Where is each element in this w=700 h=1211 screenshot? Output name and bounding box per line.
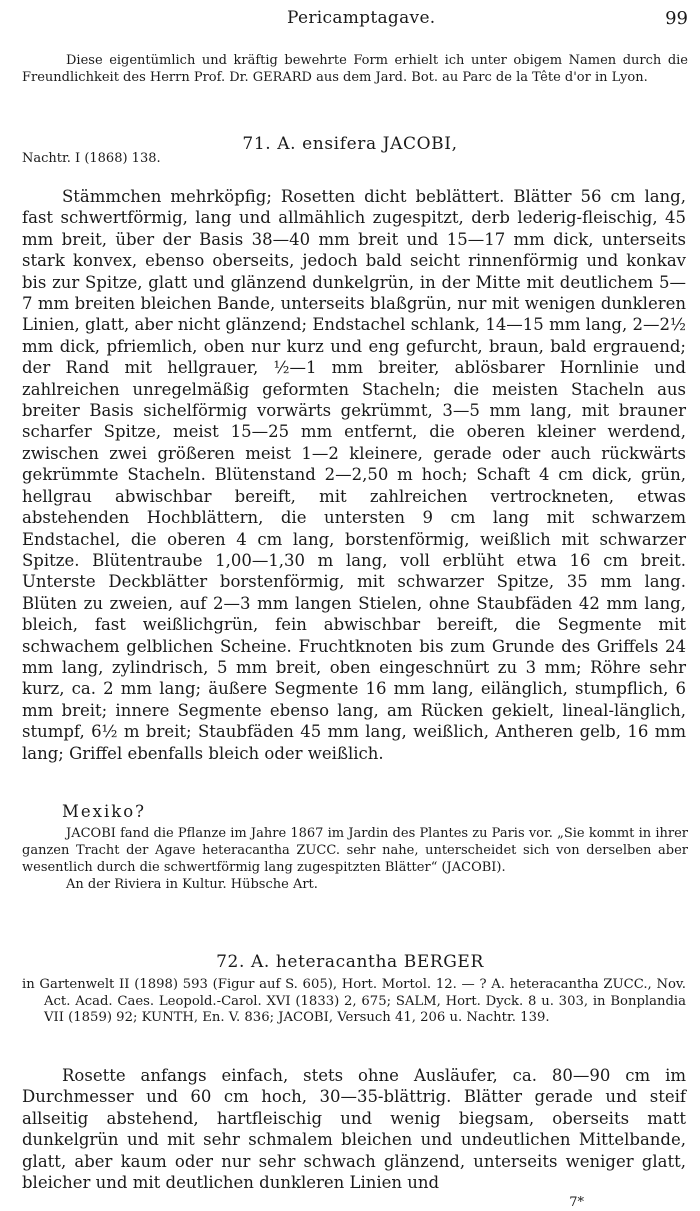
signature-mark: 7*	[569, 1195, 584, 1210]
entry-71-note-1: JACOBI fand die Pflanze im Jahre 1867 im Jardin des Plantes zu Paris vor. „Sie kommt in ihrer ganzen Tracht der Agave heteracantha ZUCC. sehr nahe, unterscheidet sich von derselben aber wesentlich durch die schwertförmig lang zugespitzten Blätter“ (JACOBI).	[22, 826, 688, 875]
entry-72-description-text: Rosette anfangs einfach, stets ohne Ausläufer, ca. 80—90 cm im Durchmesser und 60 cm hoch, 30—35-blättrig. Blätter gerade und steif allseitig abstehend, hartfleischig und wenig biegsam, oberseits matt dunkelgrün und mit sehr schmalem bleichen und undeutlichen Mittelbande, glatt, aber kaum oder nur sehr schwach glänzend, unterseits weniger glatt, bleicher und mit deutlichen dunkleren Linien und	[22, 1066, 686, 1193]
entry-71-note-2: An der Riviera in Kultur. Hübsche Art.	[66, 877, 318, 892]
entry-72-references-text: in Gartenwelt II (1898) 593 (Figur auf S. 605), Hort. Mortol. 12. — ? A. heteracantha ZUCC., Nov. Act. Acad. Caes. Leopold.-Carol. XVI (1833) 2, 675; SALM, Hort. Dyck. 8 u. 303, in Bonplandia VII (1859) 92; KUNTH, En. V. 836; JACOBI, Versuch 41, 206 u. Nachtr. 139.	[22, 977, 686, 1025]
entry-71-description	[22, 186, 686, 764]
intro-note-text: Diese eigentümlich und kräftig bewehrte Form erhielt ich unter obigem Namen durch die Freundlichkeit des Herrn Prof. Dr. GERARD aus dem Jard. Bot. au Parc de la Tête d'or in Lyon.	[22, 53, 688, 85]
entry-71-notes	[22, 825, 688, 893]
entry-72-description	[22, 1065, 686, 1193]
entry-72-heading: 72. A. heteracantha BERGER	[216, 952, 484, 972]
entry-71-citation: Nachtr. I (1868) 138.	[22, 151, 161, 166]
entry-72-references	[22, 977, 686, 1027]
entry-71-heading: 71. A. ensifera JACOBI,	[242, 134, 458, 154]
intro-note	[22, 52, 688, 86]
entry-71-description-text: Stämmchen mehrköpfig; Rosetten dicht beblättert. Blätter 56 cm lang, fast schwertförmig, lang und allmählich zugespitzt, derb lederig-fleischig, 45 mm breit, über der Basis 38—40 mm breit und 15—17 mm dick, unterseits stark konvex, ebenso oberseits, jedoch bald seicht rinnenförmig und konkav bis zur Spitze, glatt und glänzend dunkelgrün, in der Mitte mit deutlichem 5—7 mm breiten bleichen Bande, unterseits blaßgrün, nur mit wenigen dunkleren Linien, glatt, aber nicht glänzend; Endstachel schlank, 14—15 mm lang, 2—2½ mm dick, pfriemlich, oben nur kurz und eng gefurcht, braun, bald ergrauend; der Rand mit hellgrauer, ½—1 mm breiter, ablösbarer Hornlinie und zahlreichen unregelmäßig geformten Stacheln; die meisten Stacheln aus breiter Basis sichelförmig vorwärts gekrümmt, 3—5 mm lang, mit brauner scharfer Spitze, meist 15—25 mm entfernt, die oberen kleiner werdend, zwischen zwei größeren meist 1—2 kleinere, gerade oder auch rückwärts gekrümmte Stacheln. Blütenstand 2—2,50 m hoch; Schaft 4 cm dick, grün, hellgrau abwischbar bereift, mit zahlreichen vertrockneten, etwas abstehenden Hochblättern, die untersten 9 cm lang mit schwarzem Endstachel, die oberen 4 cm lang, borstenförmig, weißlich mit schwarzer Spitze. Blütentraube 1,00—1,30 m lang, voll erblüht etwa 16 cm breit. Unterste Deckblätter borstenförmig, mit schwarzer Spitze, 35 mm lang. Blüten zu zweien, auf 2—3 mm langen Stielen, ohne Staubfäden 42 mm lang, bleich, fast weißlichgrün, fein abwischbar bereift, die Segmente mit schwachem gelblichen Scheine. Fruchtknoten bis zum Grunde des Griffels 24 mm lang, zylindrisch, 5 mm breit, oben eingeschnürt zu 3 mm; Röhre sehr kurz, ca. 2 mm lang; äußere Segmente 16 mm lang, eilänglich, stumpflich, 6 mm breit; innere Segmente ebenso lang, am Rücken gekielt, lineal-länglich, stumpf, 6½ m breit; Staubfäden 45 mm lang, weißlich, Antheren gelb, 16 mm lang; Griffel ebenfalls bleich oder weißlich.	[22, 187, 686, 763]
entry-71-origin: Mexiko?	[62, 802, 147, 821]
page-number: 99	[665, 8, 688, 29]
running-title: Pericamptagave.	[287, 8, 436, 28]
page-header	[0, 8, 700, 34]
